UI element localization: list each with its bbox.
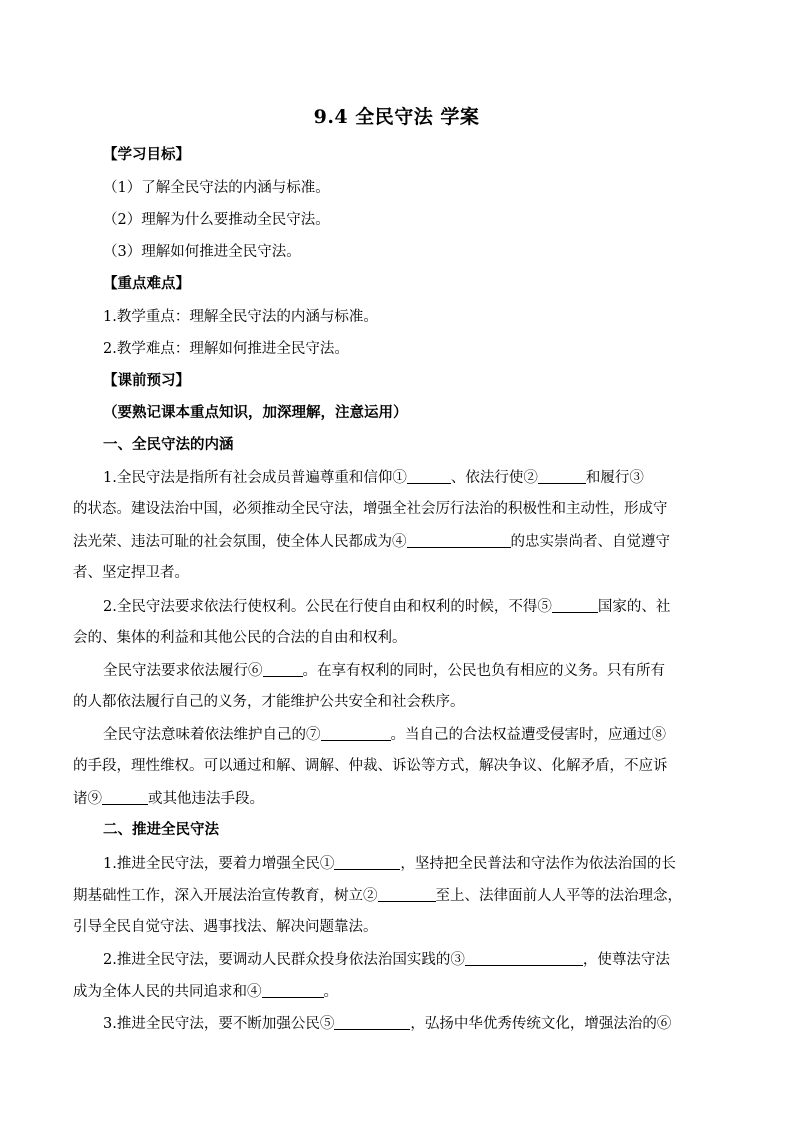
blank-marker: ⑦	[306, 727, 321, 743]
para-2-line-2: 会的、集体的利益和其他公民的合法的自由和权利。	[73, 630, 407, 646]
fill-blank[interactable]	[102, 788, 148, 805]
para-1-line-3	[73, 531, 721, 552]
page-title: 9.4 全民守法 学案	[313, 106, 480, 128]
para-text: 全民守法要求依法履行	[103, 663, 248, 679]
para-text: 全民守法意味着依法维护自己的	[103, 727, 306, 743]
para-text: ，坚持把全民普法和守法作为依法治国的长	[400, 856, 676, 872]
subsection-heading-1: 一、全民守法的内涵	[103, 436, 234, 453]
q1-line-3: 引导全民自觉守法、遇事找法、解决问题靠法。	[73, 919, 378, 935]
blank-marker: ⑥	[656, 1016, 672, 1032]
goal-item-3: （3）理解如何推进全民守法。	[103, 244, 301, 260]
q3-line-1	[103, 1013, 721, 1034]
blank-marker: ①	[392, 470, 407, 486]
blank-marker: ②	[363, 888, 378, 904]
fill-blank[interactable]	[334, 1013, 410, 1030]
q1-line-2	[73, 885, 721, 906]
blank-marker: ④	[392, 534, 407, 550]
para-1-line-2: 的状态。建设法治中国，必须推动全民守法，增强全社会厉行法治的积极性和主动性，形成守	[73, 501, 668, 517]
para-4-line-1	[103, 724, 721, 745]
preview-note: （要熟记课本重点知识，加深理解，注意运用）	[103, 404, 408, 421]
para-text: 2.全民守法要求依法行使权利。公民在行使自由和权利的时候，不得	[103, 599, 538, 615]
fill-blank[interactable]	[378, 885, 436, 902]
para-text: 成为全体人民的共同追求和	[73, 984, 247, 1000]
para-3-line-2: 的人都依法履行自己的义务，才能维护公共安全和社会秩序。	[73, 694, 465, 710]
q1-line-1	[103, 853, 721, 874]
para-1-line-1	[103, 467, 721, 488]
blank-marker: ③	[450, 952, 465, 968]
goal-item-2: （2）理解为什么要推动全民守法。	[103, 212, 330, 228]
para-text: 。在享有权利的同时，公民也负有相应的义务。只有所有	[302, 663, 665, 679]
para-text: 诸	[73, 791, 88, 807]
fill-blank[interactable]	[262, 981, 324, 998]
blank-marker: ⑨	[87, 791, 102, 807]
para-text: 、依法行使	[450, 470, 524, 486]
blank-marker: ⑤	[537, 599, 552, 615]
para-4-line-2: 的手段，理性维权。可以通过和解、调解、仲裁、诉讼等方式，解决争议、化解矛盾，不应诉	[73, 758, 668, 774]
fill-blank[interactable]	[465, 949, 583, 966]
para-text: 1.推进全民守法，要着力增强全民	[103, 856, 320, 872]
fill-blank[interactable]	[407, 531, 511, 548]
para-text: 。当自己的合法权益遭受侵害时，应通过	[390, 727, 652, 743]
q2-line-2	[73, 981, 721, 1002]
para-text: 国家的、社	[597, 599, 671, 615]
blank-marker: ①	[319, 856, 335, 872]
para-text: 的忠实崇尚者、自觉遵守	[510, 534, 670, 550]
para-text: 法光荣、违法可耻的社会氛围，使全体人民都成为	[73, 534, 392, 550]
para-text: 和履行	[585, 470, 630, 486]
para-text: 或其他违法手段。	[148, 791, 264, 807]
para-text: 2.推进全民守法，要调动人民群众投身依法治国实践的	[103, 952, 451, 968]
key-item-2: 2.教学难点：理解如何推进全民守法。	[103, 341, 349, 357]
subsection-heading-2: 二、推进全民守法	[103, 821, 219, 838]
para-text: 至上、法律面前人人平等的法治理念，	[435, 888, 682, 904]
fill-blank[interactable]	[321, 724, 391, 741]
blank-marker: ③	[629, 470, 644, 486]
blank-marker: ②	[523, 470, 538, 486]
blank-marker: ⑤	[319, 1016, 335, 1032]
q2-line-1	[103, 949, 721, 970]
para-text: ，使尊法守法	[582, 952, 670, 968]
section-heading-preview: 【课前预习】	[103, 372, 190, 389]
fill-blank[interactable]	[263, 660, 303, 677]
fill-blank[interactable]	[552, 596, 598, 613]
para-4-line-3	[73, 788, 721, 809]
para-1-line-4: 者、坚定捍卫者。	[73, 565, 189, 581]
fill-blank[interactable]	[538, 467, 586, 484]
para-text: 期基础性工作，深入开展法治宣传教育，树立	[73, 888, 363, 904]
fill-blank[interactable]	[407, 467, 451, 484]
goal-item-1: （1）了解全民守法的内涵与标准。	[103, 180, 330, 196]
section-heading-goals: 【学习目标】	[103, 146, 190, 163]
blank-marker: ⑥	[248, 663, 263, 679]
fill-blank[interactable]	[334, 853, 400, 870]
para-text: 。	[323, 984, 338, 1000]
section-heading-key: 【重点难点】	[103, 275, 190, 292]
blank-marker: ④	[247, 984, 262, 1000]
para-2-line-1	[103, 596, 721, 617]
para-text: 3.推进全民守法，要不断加强公民	[103, 1016, 320, 1032]
para-text: ，弘扬中华优秀传统文化，增强法治的	[410, 1016, 657, 1032]
para-text: 1.全民守法是指所有社会成员普遍尊重和信仰	[103, 470, 393, 486]
key-item-1: 1.教学重点：理解全民守法的内涵与标准。	[103, 309, 378, 325]
blank-marker: ⑧	[651, 727, 666, 743]
para-3-line-1	[103, 660, 721, 681]
